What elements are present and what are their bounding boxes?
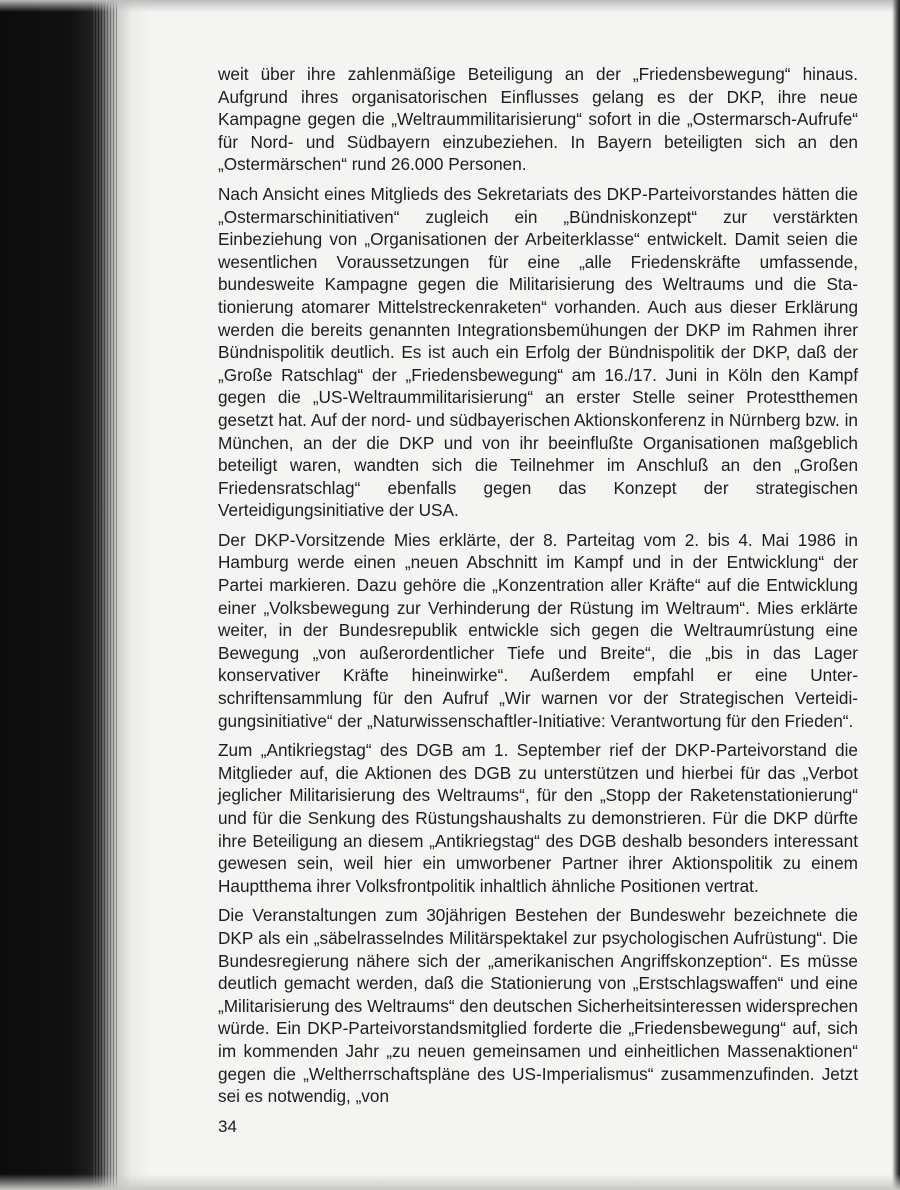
- paragraph-3: Der DKP-Vorsitzende Mies erklärte, der 8. Parteitag vom 2. bis 4. Mai 1986 in Hamburg werde einen „neuen Abschnitt im Kampf und in der Entwicklung“ der Partei markieren. Dazu gehöre die „Konzentration aller Kräfte“ auf die Entwicklung einer „Volksbewegung zur Verhinderung der Rüstung im Weltraum“. Mies erklärte weiter, in der Bundesrepublik entwickle sich gegen die Weltraumrüstung eine Bewegung „von außerordentlicher Tiefe und Breite“, die „bis in das Lager konservativer Kräfte hineinwirke“. Außerdem empfahl er eine Unterschriftensammlung für den Aufruf „Wir warnen vor der Strategischen Verteidigungsinitiative“ der „Naturwissenschaftler-Initiative: Verantwortung für den Frieden“.: [218, 529, 858, 731]
- body-text: [218, 63, 858, 1115]
- right-edge-shadow: [892, 0, 900, 1190]
- paragraph-4: Zum „Antikriegstag“ des DGB am 1. September rief der DKP-Parteivorstand die Mitglieder auf, die Aktionen des DGB zu unterstützen und hierbei für das „Verbot jeglicher Militarisierung des Weltraums“, für den „Stopp der Raketenstationierung“ und für die Senkung des Rüstungshaushalts zu demonstrieren. Für die DKP dürfte ihre Beteiligung an diesem „Antikriegstag“ des DGB deshalb besonders interessant gewesen sein, weil hier ein umworbener Partner ihrer Aktionspolitik zu einem Hauptthema ihrer Volksfrontpolitik inhaltlich ähnliche Positionen vertrat.: [218, 740, 858, 896]
- bottom-edge-shadow: [0, 1174, 900, 1190]
- page-stack-edges: [92, 0, 118, 1190]
- paragraph-5: Die Veranstaltungen zum 30jährigen Bestehen der Bundeswehr bezeichnete die DKP als ein „säbelrasselndes Militärspektakel zur psychologischen Aufrüstung“. Die Bundesregierung nähere sich der „amerikanischen Angriffskonzeption“. Es müsse deutlich gemacht werden, daß die Stationierung von „Erstschlagswaffen“ und eine „Militarisierung des Weltraums“ den deutschen Sicherheitsinteressen widersprechen würde. Ein DKP-Parteivorstandsmitglied forderte die „Friedensbewegung“ auf, sich im kommenden Jahr „zu neuen gemeinsamen und einheitlichen Massenaktionen“ gegen die „Weltherrschaftspläne des US-Imperialismus“ zusammenzufinden. Jetzt sei es notwendig, „von: [218, 905, 858, 1107]
- book-spine-shadow: [0, 0, 150, 1190]
- paragraph-2: Nach Ansicht eines Mitglieds des Sekretariats des DKP-Parteivorstandes hätten die „Ostermarschinitiativen“ zugleich ein „Bündniskonzept“ zur verstärkten Einbeziehung von „Organisationen der Arbeiterklasse“ entwickelt. Damit seien die wesentlichen Voraussetzungen für eine „alle Friedenskräfte umfassende, bundesweite Kampagne gegen die Militarisierung des Weltraums und die Stationierung atomarer Mittelstreckenraketen“ vorhanden. Auch aus dieser Erklärung werden die bereits genannten Integrationsbemühungen der DKP im Rahmen ihrer Bündnispolitik deutlich. Es ist auch ein Erfolg der Bündnispolitik der DKP, daß der „Große Ratschlag“ der „Friedensbewegung“ am 16./17. Juni in Köln den Kampf gegen die „US-Weltraummilitarisierung“ an erster Stelle seiner Protestthemen gesetzt hat. Auf der nord- und südbayerischen Aktionskonferenz in Nürnberg bzw. in München, an der die DKP und von ihr beeinflußte Organisationen maßgeblich beteiligt waren, wandten sich die Teilnehmer im Anschluß an den „Großen Friedensratschlag“ ebenfalls gegen das Konzept der strategischen Verteidigungsinitiative der USA.: [218, 183, 858, 521]
- paragraph-1: weit über ihre zahlenmäßige Beteiligung an der „Friedensbewegung“ hinaus. Aufgrund ihres organisatorischen Einflusses gelang es der DKP, ihre neue Kampagne gegen die „Weltraummilitarisierung“ sofort in die „Ostermarsch-Aufrufe“ für Nord- und Südbayern einzubeziehen. In Bayern beteiligten sich an den „Ostermärschen“ rund 26.000 Personen.: [218, 64, 858, 175]
- page-number: 34: [218, 1117, 237, 1136]
- top-edge-shadow: [0, 0, 900, 12]
